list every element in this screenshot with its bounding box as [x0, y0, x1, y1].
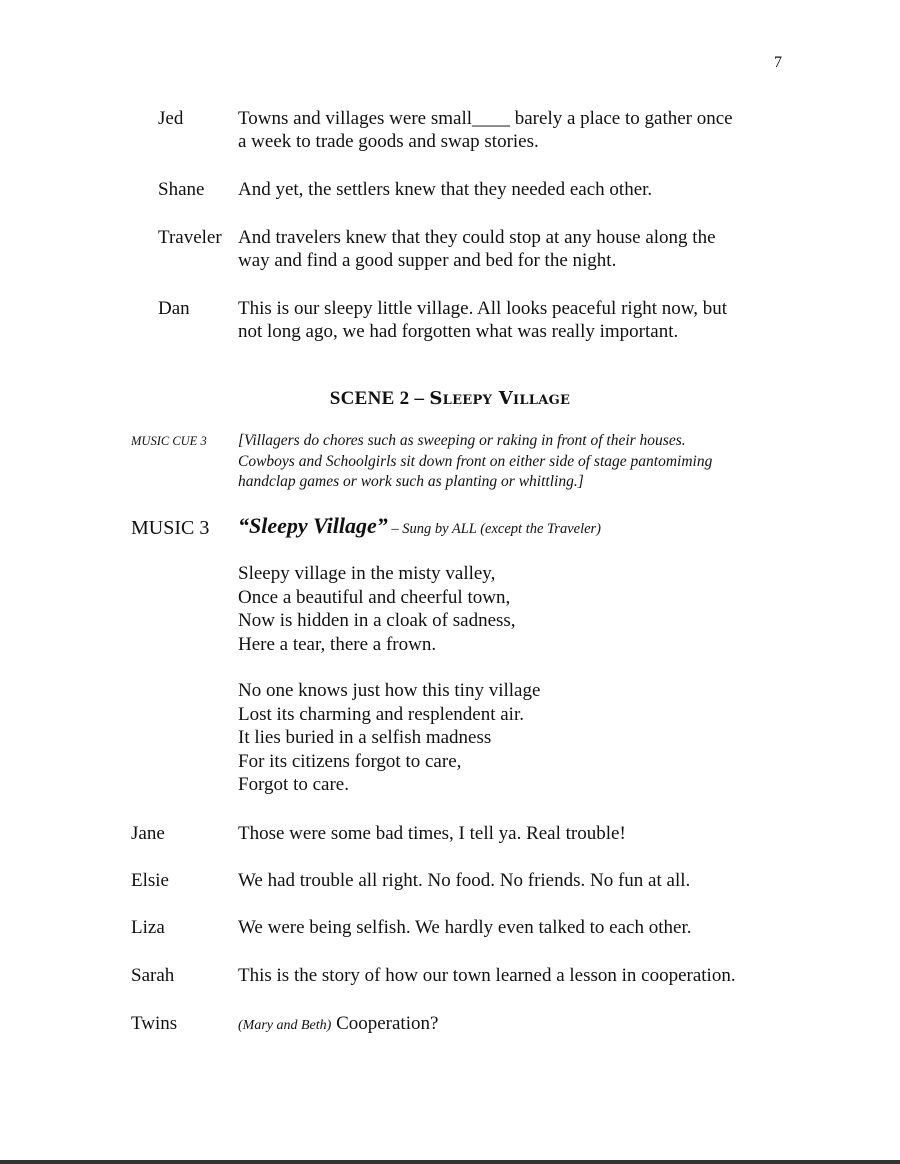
stage-direction-line: [Villagers do chores such as sweeping or raking in front of their houses. [238, 432, 686, 449]
music-label: MUSIC 3 [131, 517, 210, 539]
speaker-jed: Jed [158, 108, 184, 129]
page-bottom-edge [0, 1160, 900, 1164]
music-cue-direction [238, 431, 712, 493]
lyric-line: Now is hidden in a cloak of sadness, [238, 610, 516, 631]
dialogue-line: a week to trade goods and swap stories. [238, 131, 539, 152]
dialogue-line: Towns and villages were small____ barely a place to gather once [238, 108, 733, 129]
lyric-line: Forgot to care. [238, 774, 349, 795]
dialogue-line: And travelers knew that they could stop at any house along the [238, 227, 716, 248]
parenthetical: (Mary and Beth) [238, 1018, 332, 1033]
lyric-line: Sleepy village in the misty valley, [238, 563, 496, 584]
lyric-line: No one knows just how this tiny village [238, 680, 541, 701]
lyric-line: It lies buried in a selfish madness [238, 727, 492, 748]
speaker-shane: Shane [158, 179, 205, 200]
music-title [238, 513, 601, 539]
speaker-dan: Dan [158, 298, 190, 319]
speaker-sarah: Sarah [131, 965, 175, 986]
speaker-elsie: Elsie [131, 870, 169, 891]
scene-prefix: SCENE 2 – [329, 388, 430, 409]
stage-direction-line: Cowboys and Schoolgirls sit down front on either side of stage pantomiming [238, 452, 713, 470]
stage-direction-line: handclap games or work such as planting or whittling.] [238, 473, 584, 490]
lyrics-verse-2 [238, 679, 540, 797]
lyric-line: For its citizens forgot to care, [238, 750, 462, 772]
dialogue-line: not long ago, we had forgotten what was really important. [238, 321, 679, 342]
dialogue-line: We were being selfish. We hardly even talked to each other. [238, 917, 692, 938]
song-title: “Sleepy Village” [238, 513, 388, 538]
speaker-traveler: Traveler [158, 227, 222, 248]
music-cue-label: MUSIC CUE 3 [131, 434, 207, 448]
scene-heading [0, 388, 900, 410]
dialogue-text: Cooperation? [331, 1013, 439, 1034]
lyrics-verse-1 [238, 562, 516, 656]
sung-by: – Sung by ALL (except the Traveler) [387, 521, 602, 537]
dialogue-line: We had trouble all right. No food. No friends. No fun at all. [238, 870, 691, 891]
speaker-twins: Twins [131, 1013, 178, 1034]
lyric-line: Here a tear, there a frown. [238, 633, 437, 655]
speaker-liza: Liza [131, 917, 165, 938]
speaker-jane: Jane [131, 823, 165, 844]
lyric-line: Once a beautiful and cheerful town, [238, 586, 511, 608]
lyric-line: Lost its charming and resplendent air. [238, 703, 524, 725]
dialogue-line: And yet, the settlers knew that they needed each other. [238, 179, 653, 200]
dialogue-line: This is our sleepy little village. All looks peaceful right now, but [238, 298, 727, 319]
dialogue-line-twins [238, 1012, 438, 1038]
scene-name: Sleepy Village [429, 388, 571, 409]
page-number: 7 [774, 54, 782, 71]
dialogue-line: way and find a good supper and bed for the night. [238, 250, 617, 271]
dialogue-line: This is the story of how our town learned a lesson in cooperation. [238, 965, 736, 986]
dialogue-line: Those were some bad times, I tell ya. Real trouble! [238, 823, 626, 844]
